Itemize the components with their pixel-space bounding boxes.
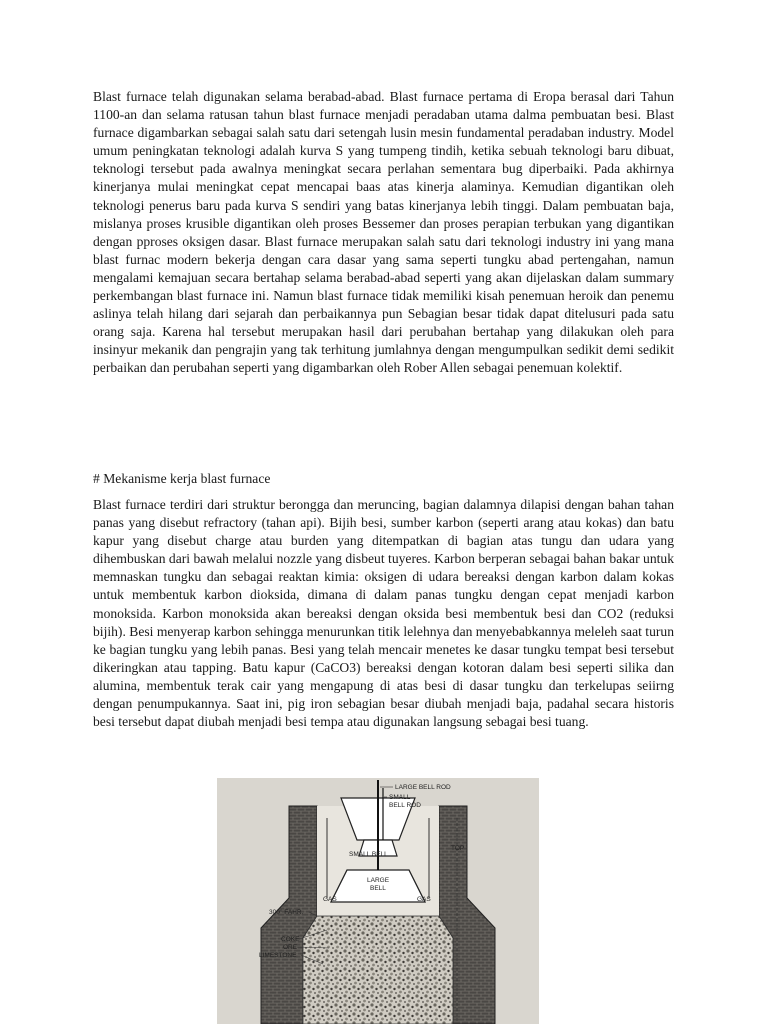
label-ore: ORE	[283, 944, 298, 951]
label-large-bell-rod: LARGE BELL ROD	[395, 784, 451, 791]
label-coke: COKE	[281, 936, 300, 943]
label-gas-left: GAS	[323, 896, 337, 903]
label-large-bell-2: BELL	[370, 885, 386, 892]
blast-furnace-drawing	[217, 778, 539, 1024]
paragraph-mechanism: Blast furnace terdiri dari struktur berongga dan meruncing, bagian dalamnya dilapisi dengan bahan tahan panas yang disebut refractory (tahan api). Bijih besi, sumber karbon (seperti arang atau kokas) dan batu kapur yang disebut charge atau burden yang ditempatkan di bagian atas tungu dan udara yang dihembuskan dari bawah melalui nozzle yang disbeut tuyeres. Karbon berperan sebagai bahan bakar untuk memnaskan tungku dan sebagai reaktan kimia: oksigen di udara bereaksi dengan karbon dalam kokas untuk membentuk karbon dioksida, dimana di dalam panas tungku dengan cepat menjadi karbon monoksida. Karbon monoksida akan bereaksi dengan oksida besi membentuk besi dan CO2 (reduksi bijih). Besi menyerap karbon sehingga menurunkan titik lelehnya dan menyebabkannya meleleh saat turun ke bagian tungku yang lebih panas. Besi yang telah mencair menetes ke dasar tungku tempat besi tersebut dikeringkan atau tapping. Batu kapur (CaCO3) bereaksi dengan kotoran dalam besi seperti silika dan alumina, membentuk terak cair yang mengapung di atas besi di dasar tungku dan terkelupas seiirng dengan penumpukannya. Saat ini, pig iron sebagian besar diubah menjadi baja, padahal secara historis besi tersebut dapat diubah menjadi besi tempa atau digunakan langsung sebagai besi tuang.	[93, 497, 674, 730]
blast-furnace-diagram	[217, 778, 539, 1024]
label-small-bell-rod-1: SMALL	[389, 794, 411, 801]
furnace-charge	[303, 916, 453, 1024]
section-heading: # Mekanisme kerja blast furnace	[93, 471, 271, 486]
label-top: TOP	[451, 845, 465, 852]
label-temperature: 300° FAHR.	[269, 909, 304, 916]
label-large-bell-1: LARGE	[367, 877, 390, 884]
label-limestone: LIMESTONE	[259, 952, 297, 959]
paragraph-intro: Blast furnace telah digunakan selama berabad-abad. Blast furnace pertama di Eropa berasal dari Tahun 1100-an dan selama ratusan tahun blast furnace menjadi peradaban utama dalma pembuatan besi. Blast furnace digambarkan sebagai salah satu dari setengah lusin mesin fundamental peradaban industry. Model umum peningkatan teknologi adalah kurva S yang tumpeng tindih, ketika sebuah teknologi baru dibuat, teknologi tersebut pada awalnya meningkat secara perlahan sementara bug diperbaiki. Pada akhirnya kinerjanya mulai meningkat cepat mencapai baas atas kinerja alaminya. Kemudian digantikan oleh teknologi penerus baru pada kurva S sendiri yang batas kinerjanya lebih tinggi. Dalam pembuatan baja, mislanya proses krusible digantikan oleh proses Bessemer dan proses perapian terbukan yang digantikan dengan pproses oksigen dasar. Blast furnace merupakan salah satu dari teknologi industry ini yang mana blast furnac modern bekerja dengan cara dasar yang sama seperti tungku abad pertengahan, namun mengalami kemajuan secara bertahap selama berabad-abad seperti yang akan dijelaskan dalam summary perkembangan blast furnace ini. Namun blast furnace tidak memiliki kisah penemuan heroik dan penemu aslinya telah hilang dari sejarah dan perbaikannya pun Sebagian besar tidak dapat ditelusuri pada satu orang saja. Karena hal tersebut merupakan hasil dari perubahan bertahap yang dilakukan oleh para insinyur mekanik dan pengrajin yang tak terhitung jumlahnya dengan mengumpulkan sedikit demi sedikit perbaikan dan perubahan seperti yang digambarkan oleh Rober Allen sebagai penemuan kolektif.	[93, 89, 674, 376]
label-small-bell: SMALL BELL	[349, 851, 388, 858]
label-gas-right: GAS	[417, 896, 431, 903]
label-small-bell-rod-2: BELL ROD	[389, 802, 421, 809]
